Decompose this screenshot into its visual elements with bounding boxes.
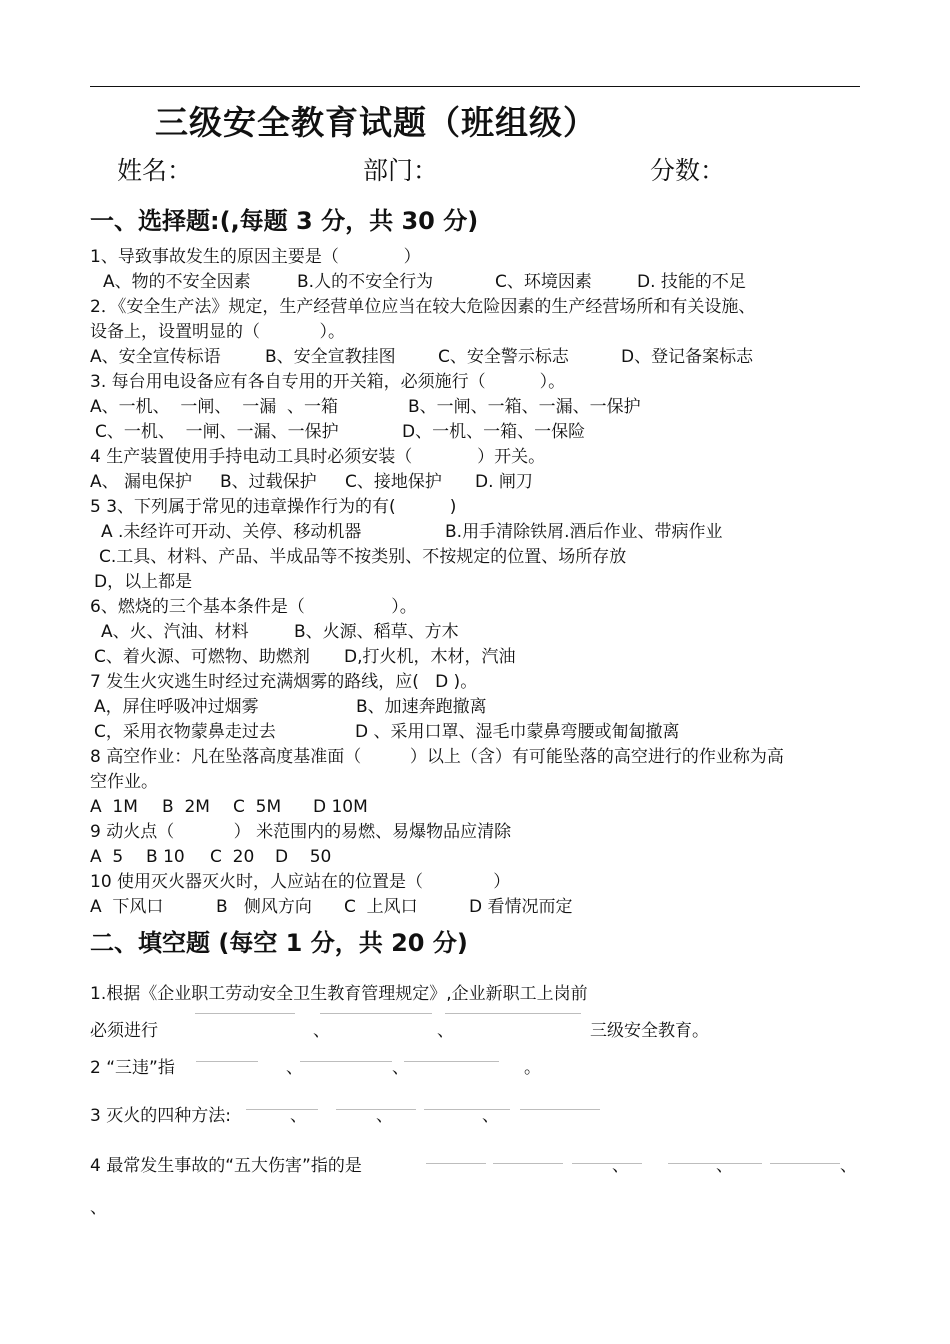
q6-option-d: D,打火机，木材，汽油 bbox=[344, 647, 516, 667]
q1-option-a: A、物的不安全因素 bbox=[103, 272, 251, 292]
q1-option-c: C、环境因素 bbox=[495, 272, 592, 292]
fill-blank[interactable] bbox=[320, 1013, 432, 1014]
fill-2-sep: 、 bbox=[392, 1058, 409, 1078]
score-label: 分数： bbox=[650, 156, 726, 185]
fill-1-line1: 1.根据《企业职工劳动安全卫生教育管理规定》,企业新职工上岗前 bbox=[90, 984, 588, 1004]
q2-option-c: C、安全警示标志 bbox=[438, 347, 569, 367]
q2-option-d: D、登记备案标志 bbox=[621, 347, 754, 367]
q10-option-d: D 看情况而定 bbox=[469, 897, 573, 917]
q6-option-c: C、着火源、可燃物、助燃剂 bbox=[94, 647, 310, 667]
q8-option-b: B 2M bbox=[162, 797, 210, 817]
top-rule bbox=[90, 86, 860, 87]
question-1: 1、导致事故发生的原因主要是（ ） bbox=[90, 247, 421, 267]
q4-option-a: A、 漏电保护 bbox=[90, 472, 193, 492]
q8-option-d: D 10M bbox=[313, 797, 368, 817]
q7-option-c: C，采用衣物蒙鼻走过去 bbox=[94, 722, 276, 742]
fill-blank[interactable] bbox=[668, 1163, 762, 1164]
fill-blank[interactable] bbox=[404, 1061, 499, 1062]
q7-option-b: B、加速奔跑撤离 bbox=[356, 697, 487, 717]
question-10: 10 使用灭火器灭火时，人应站在的位置是（ ） bbox=[90, 872, 511, 892]
question-2-line1: 2．《安全生产法》规定，生产经营单位应当在较大危险因素的生产经营场所和有关设施、 bbox=[90, 297, 756, 317]
fill-3-sep: 、 bbox=[482, 1106, 499, 1126]
q3-option-b: B、一闸、一箱、一漏、一保护 bbox=[408, 397, 641, 417]
q7-option-d: D 、采用口罩、湿毛巾蒙鼻弯腰或匍匐撤离 bbox=[355, 722, 680, 742]
fill-4-prefix: 4 最常发生事故的“五大伤害”指的是 bbox=[90, 1156, 362, 1176]
fill-4-sep: 、 bbox=[612, 1156, 629, 1176]
question-7: 7 发生火灾逃生时经过充满烟雾的路线，应( D )。 bbox=[90, 672, 478, 692]
q3-option-c: C、一机、 一闸、一漏、一保护 bbox=[95, 422, 339, 442]
q5-option-d: D，以上都是 bbox=[94, 572, 193, 592]
question-8-line2: 空作业。 bbox=[90, 772, 158, 792]
q3-option-a: A、一机、 一闸、 一漏 、一箱 bbox=[90, 397, 339, 417]
question-9: 9 动火点（ ） 米范围内的易燃、易爆物品应清除 bbox=[90, 822, 512, 842]
fill-1-sep: 、 bbox=[437, 1021, 454, 1041]
fill-2-prefix: 2 “三违”指 bbox=[90, 1058, 175, 1078]
q2-option-b: B、安全宣教挂图 bbox=[265, 347, 396, 367]
fill-3-sep: 、 bbox=[376, 1106, 393, 1126]
question-8-line1: 8 高空作业：凡在坠落高度基准面（ ）以上（含）有可能坠落的高空进行的作业称为高 bbox=[90, 747, 784, 767]
name-label: 姓名： bbox=[117, 156, 193, 185]
question-6: 6、燃烧的三个基本条件是（ ）。 bbox=[90, 597, 417, 617]
fill-blank[interactable] bbox=[195, 1013, 295, 1014]
q9-option-c: C 20 bbox=[210, 847, 255, 867]
fill-1-prefix: 必须进行 bbox=[90, 1021, 158, 1041]
fill-blank[interactable] bbox=[300, 1061, 392, 1062]
fill-2-sep: 、 bbox=[286, 1058, 303, 1078]
q9-option-d: D 50 bbox=[275, 847, 332, 867]
q10-option-a: A 下风口 bbox=[90, 897, 164, 917]
fill-1-sep: 、 bbox=[313, 1021, 330, 1041]
q1-option-b: B.人的不安全行为 bbox=[297, 272, 434, 292]
fill-3-sep: 、 bbox=[290, 1106, 307, 1126]
section2-title: 二、填空题 (每空 1 分，共 20 分) bbox=[90, 929, 468, 957]
q3-option-d: D、一机、一箱、一保险 bbox=[402, 422, 586, 442]
q6-option-a: A、火、汽油、材料 bbox=[101, 622, 249, 642]
q8-option-a: A 1M bbox=[90, 797, 138, 817]
fill-3-prefix: 3 灭火的四种方法: bbox=[90, 1106, 231, 1126]
fill-4-tail: 、 bbox=[90, 1198, 107, 1218]
q2-option-a: A、安全宣传标语 bbox=[90, 347, 221, 367]
question-5: 5 3、下列属于常见的违章操作行为的有( ) bbox=[90, 497, 457, 517]
q4-option-b: B、过载保护 bbox=[220, 472, 317, 492]
department-label: 部门： bbox=[363, 156, 439, 185]
q10-option-b: B 侧风方向 bbox=[216, 897, 312, 917]
fill-blank[interactable] bbox=[572, 1163, 642, 1164]
question-3: 3. 每台用电设备应有各自专用的开关箱，必须施行（ ）。 bbox=[90, 372, 566, 392]
fill-1-suffix: 三级安全教育。 bbox=[590, 1021, 709, 1041]
q10-option-c: C 上风口 bbox=[344, 897, 418, 917]
fill-blank[interactable] bbox=[196, 1061, 258, 1062]
q4-option-c: C、接地保护 bbox=[345, 472, 442, 492]
q9-option-b: B 10 bbox=[146, 847, 185, 867]
q1-option-d: D. 技能的不足 bbox=[637, 272, 746, 292]
fill-4-sep: 、 bbox=[840, 1156, 857, 1176]
q5-option-c: C.工具、材料、产品、半成品等不按类别、不按规定的位置、场所存放 bbox=[99, 547, 627, 567]
fill-2-suffix: 。 bbox=[524, 1058, 541, 1078]
fill-blank[interactable] bbox=[426, 1163, 486, 1164]
q9-option-a: A 5 bbox=[90, 847, 124, 867]
q5-option-b: B.用手清除铁屑.酒后作业、带病作业 bbox=[445, 522, 723, 542]
fill-blank[interactable] bbox=[246, 1109, 318, 1110]
q5-option-a: A .未经许可开动、关停、移动机器 bbox=[101, 522, 362, 542]
q6-option-b: B、火源、稻草、方木 bbox=[294, 622, 459, 642]
fill-blank[interactable] bbox=[770, 1163, 840, 1164]
fill-blank[interactable] bbox=[445, 1013, 581, 1014]
fill-4-sep: 、 bbox=[716, 1156, 733, 1176]
fill-blank[interactable] bbox=[493, 1163, 563, 1164]
question-4: 4 生产装置使用手持电动工具时必须安装（ ）开关。 bbox=[90, 447, 546, 467]
q7-option-a: A，屏住呼吸冲过烟雾 bbox=[94, 697, 259, 717]
question-2-line2: 设备上，设置明显的（ ）。 bbox=[90, 322, 345, 342]
q8-option-c: C 5M bbox=[233, 797, 282, 817]
fill-blank[interactable] bbox=[520, 1109, 600, 1110]
section1-title: 一、选择题:(,每题 3 分，共 30 分) bbox=[90, 207, 479, 235]
q4-option-d: D. 闸刀 bbox=[475, 472, 533, 492]
page-title: 三级安全教育试题（班组级） bbox=[155, 103, 597, 142]
